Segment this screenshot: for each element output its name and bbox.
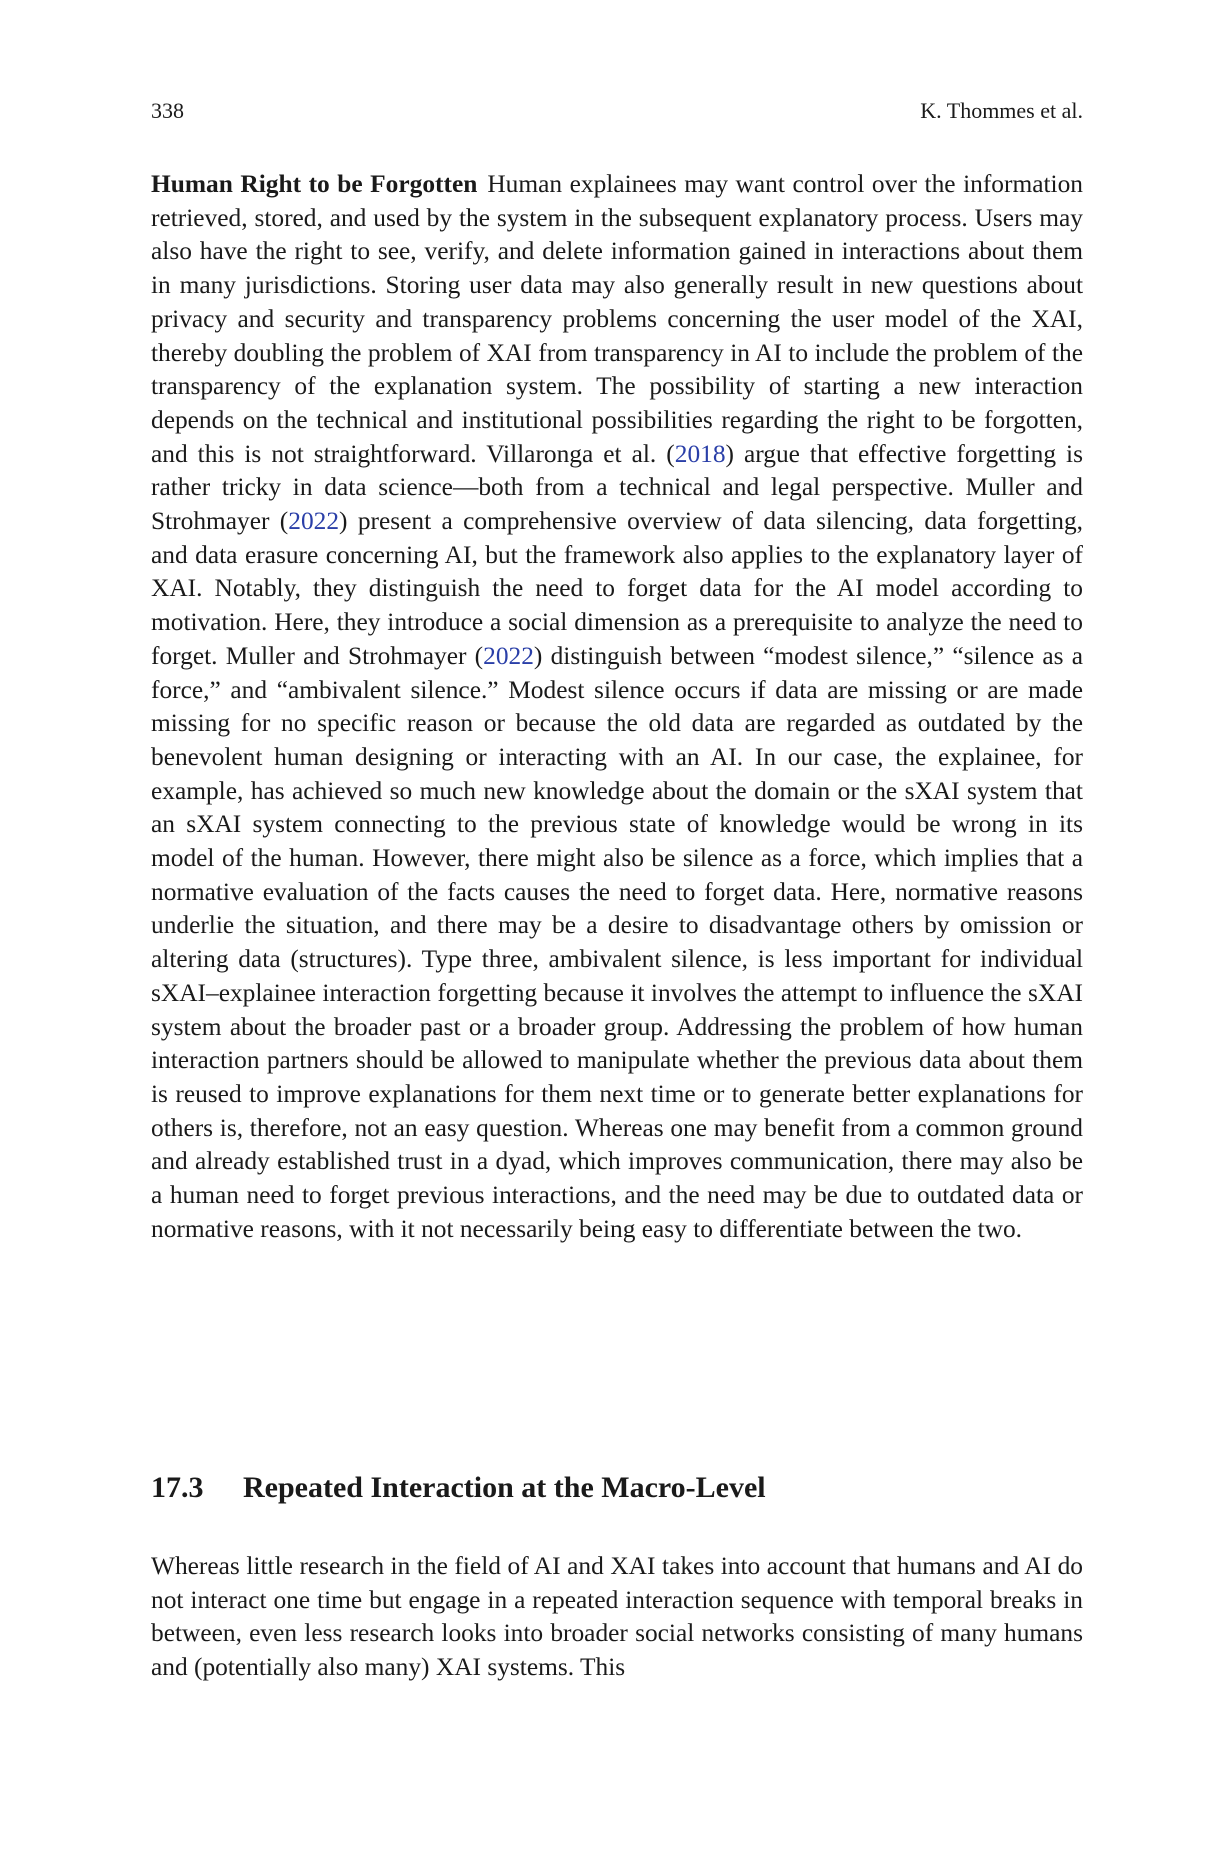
paragraph-text: ) distinguish between “modest silence,” “silence as a force,” and “ambivalent silence.” Modest silence occurs if data are missing or are made missing for no specific reason or because the old data are regarded as outdated by the benevolent human designing or interacting with an AI. In our case, the explainee, for example, has achieved so much new knowledge about the domain or the sXAI system that an sXAI system connecting to the previous state of knowledge would be wrong in its model of the human. However, there might also be silence as a force, which implies that a normative evaluation of the facts causes the need to forget data. Here, normative reasons underlie the situation, and there may be a desire to disadvantage others by omission or altering data (structures). Type three, ambivalent silence, is less important for individual sXAI–explainee interaction forgetting because it involves the attempt to influence the sXAI system about the broader past or a broader group. Addressing the problem of how human interaction partners should be allowed to manipulate whether the previous data about them is reused to improve explanations for them next time or to generate better explanations for others is, therefore, not an easy question. Whereas one may benefit from a common ground and already established trust in a dyad, which improves communication, there may also be a human need to forget previous interactions, and the need may be due to outdated data or normative reasons, with it not necessarily being easy to differentiate between the two. [151, 641, 1083, 1243]
paragraph-text: ) present a comprehensive overview of data silencing, data forgetting, and data erasure concerning AI, but the framework also applies to the explanatory layer of XAI. Notably, they distinguish the need to forget data for the AI model according to motivation. Here, they introduce a social dimension as a prerequisite to analyze the need to forget. Muller and Strohmayer ( [151, 507, 1083, 670]
citation-link-muller-strohmayer-2022[interactable]: 2022 [288, 507, 340, 536]
citation-link-muller-strohmayer-2022[interactable]: 2022 [483, 641, 534, 670]
section-heading [151, 1468, 1083, 1508]
running-head-author: K. Thommes et al. [920, 98, 1083, 123]
paragraph-run-in-title: Human Right to be Forgotten [151, 170, 478, 198]
paragraph-text: ) argue that effective forgetting is rather tricky in data science—both from a technical and legal perspective. Muller and Strohmayer ( [151, 439, 1083, 536]
running-head [151, 96, 1083, 126]
paragraph-text: Whereas little research in the field of AI and XAI takes into account that humans and AI do not interact one time but engage in a repeated interaction sequence with temporal breaks in between, even less research looks into broader social networks consisting of many humans and (potentially also many) XAI systems. This [151, 1552, 1083, 1682]
citation-link-villaronga-2018[interactable]: 2018 [674, 439, 726, 468]
paragraph-text: Human explainees may want control over the information retrieved, stored, and used by the system in the subsequent explanatory process. Users may also have the right to see, verify, and delete information gained in interactions about them in many jurisdictions. Storing user data may also generally result in new questions about privacy and security and transparency problems concerning the user model of the XAI, thereby doubling the problem of XAI from transparency in AI to include the problem of the transparency of the explanation system. The possibility of starting a new interaction depends on the technical and institutional possibilities regarding the right to be forgotten, and this is not straightforward. Villaronga et al. ( [151, 170, 1083, 468]
paragraph-macro-level [151, 1550, 1083, 1685]
paragraph-right-to-be-forgotten [151, 168, 1083, 1247]
section-number: 17.3 [151, 1471, 204, 1504]
section-title: Repeated Interaction at the Macro-Level [243, 1471, 766, 1504]
page-number: 338 [151, 98, 184, 123]
